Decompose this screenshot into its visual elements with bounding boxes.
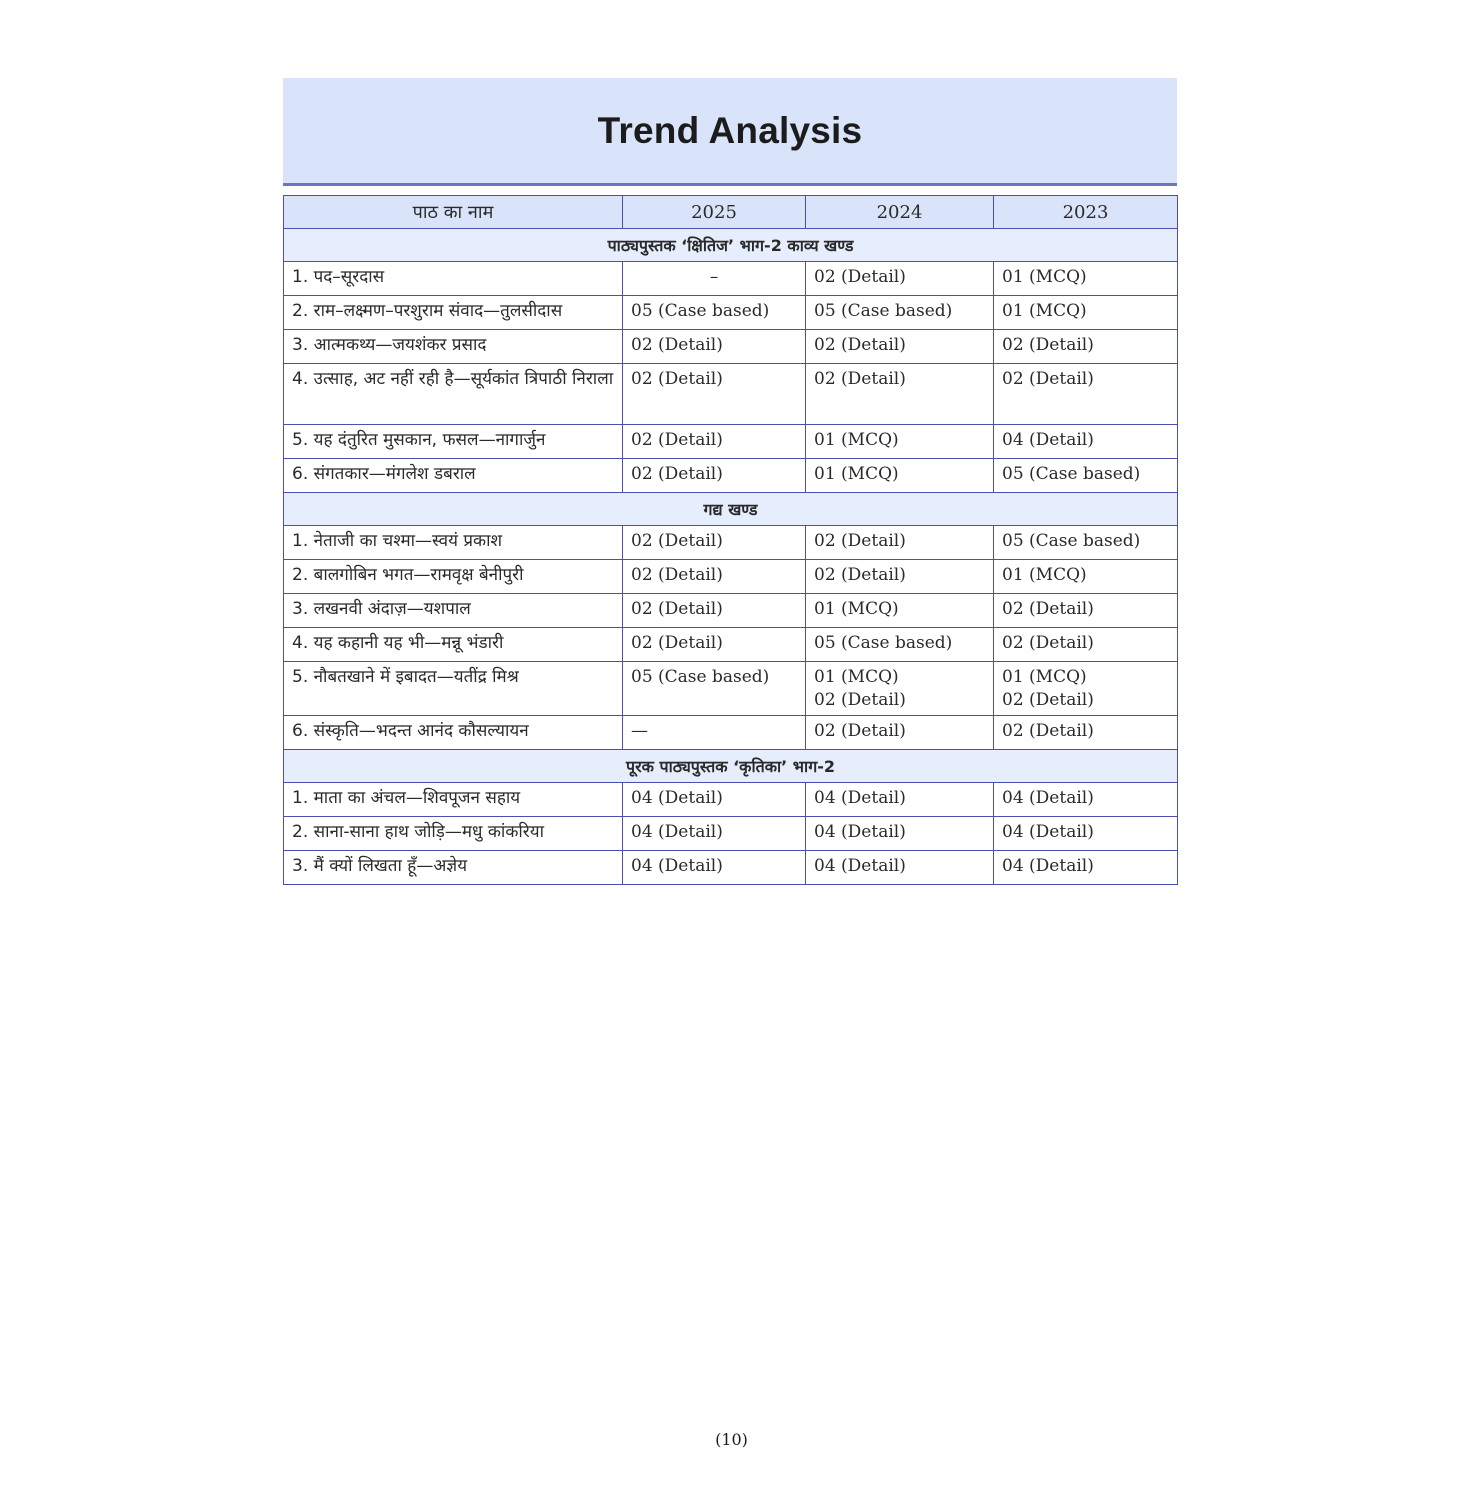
marks-cell-2025 [623, 783, 806, 817]
marks-value: 02 (Detail) [814, 267, 906, 287]
table-row [284, 628, 1178, 662]
marks-value: 05 (Case based) [1002, 531, 1141, 551]
marks-value: 02 (Detail) [1002, 599, 1094, 619]
section-header-row [284, 229, 1178, 262]
marks-cell-2025 [623, 716, 806, 750]
marks-cell-2025 [623, 594, 806, 628]
table-row [284, 330, 1178, 364]
lesson-cell: 4. यह कहानी यह भी—मन्नू भंडारी [284, 628, 623, 662]
marks-value: 02 (Detail) [631, 599, 723, 619]
marks-cell-2023 [994, 364, 1178, 425]
section-header-row [284, 750, 1178, 783]
marks-cell-2025 [623, 459, 806, 493]
marks-cell-2025 [623, 817, 806, 851]
marks-cell-2024 [806, 662, 994, 716]
marks-value: 04 (Detail) [1002, 430, 1094, 450]
section-header-row [284, 493, 1178, 526]
marks-cell-2024 [806, 262, 994, 296]
marks-cell-2023 [994, 296, 1178, 330]
marks-cell-2023 [994, 628, 1178, 662]
marks-value: 05 (Case based) [814, 633, 953, 653]
marks-value: 02 (Detail) [814, 565, 906, 585]
marks-value: 02 (Detail) [814, 335, 906, 355]
table-row [284, 851, 1178, 885]
marks-value: 04 (Detail) [1002, 788, 1094, 808]
table-row [284, 817, 1178, 851]
marks-cell-2023 [994, 459, 1178, 493]
marks-cell-2023 [994, 425, 1178, 459]
marks-cell-2025 [623, 526, 806, 560]
lesson-cell: 2. राम–लक्ष्मण–परशुराम संवाद—तुलसीदास [284, 296, 623, 330]
title-banner [283, 78, 1177, 186]
marks-cell-2023 [994, 594, 1178, 628]
marks-value: 04 (Detail) [814, 788, 906, 808]
marks-value: 01 (MCQ) [1002, 301, 1087, 321]
lesson-cell: 6. संस्कृति—भदन्त आनंद कौसल्यायन [284, 716, 623, 750]
marks-cell-2024 [806, 330, 994, 364]
table-row [284, 364, 1178, 425]
marks-value: 01 (MCQ) [814, 667, 899, 687]
trend-table [283, 195, 1178, 885]
table-row [284, 560, 1178, 594]
table-header-row [284, 196, 1178, 229]
lesson-cell: 4. उत्साह, अट नहीं रही है—सूर्यकांत त्रिपाठी निराला [284, 364, 623, 425]
table-row [284, 783, 1178, 817]
marks-value: 02 (Detail) [814, 531, 906, 551]
marks-cell-2024 [806, 716, 994, 750]
marks-cell-2024 [806, 296, 994, 330]
marks-value: 02 (Detail) [814, 690, 906, 710]
lesson-cell: 5. यह दंतुरित मुसकान, फसल—नागार्जुन [284, 425, 623, 459]
marks-value: 05 (Case based) [631, 667, 770, 687]
lesson-cell: 1. माता का अंचल—शिवपूजन सहाय [284, 783, 623, 817]
marks-cell-2025 [623, 364, 806, 425]
lesson-cell: 5. नौबतखाने में इबादत—यतींद्र मिश्र [284, 662, 623, 716]
column-header-2023: 2023 [994, 196, 1178, 229]
section-title: पाठ्यपुस्तक ‘क्षितिज’ भाग-2 काव्य खण्ड [284, 229, 1178, 262]
table-row [284, 662, 1178, 716]
marks-cell-2023 [994, 560, 1178, 594]
lesson-cell: 3. आत्मकथ्य—जयशंकर प्रसाद [284, 330, 623, 364]
marks-value: 02 (Detail) [631, 335, 723, 355]
page-title: Trend Analysis [597, 110, 863, 151]
marks-value: 04 (Detail) [1002, 822, 1094, 842]
marks-value: 02 (Detail) [814, 721, 906, 741]
marks-value: 05 (Case based) [631, 301, 770, 321]
marks-cell-2024 [806, 594, 994, 628]
marks-cell-2024 [806, 526, 994, 560]
marks-value: 02 (Detail) [631, 430, 723, 450]
marks-value: 04 (Detail) [631, 788, 723, 808]
marks-cell-2024 [806, 817, 994, 851]
table-body [284, 229, 1178, 885]
table-row [284, 459, 1178, 493]
marks-cell-2024 [806, 459, 994, 493]
marks-value: 01 (MCQ) [814, 599, 899, 619]
column-header-lesson: पाठ का नाम [284, 196, 623, 229]
marks-cell-2024 [806, 851, 994, 885]
lesson-cell: 3. लखनवी अंदाज़—यशपाल [284, 594, 623, 628]
marks-value: 02 (Detail) [631, 464, 723, 484]
marks-value: 02 (Detail) [814, 369, 906, 389]
marks-cell-2025 [623, 560, 806, 594]
marks-cell-2023 [994, 716, 1178, 750]
marks-value: 04 (Detail) [1002, 856, 1094, 876]
table-row [284, 296, 1178, 330]
lesson-cell: 1. नेताजी का चश्मा—स्वयं प्रकाश [284, 526, 623, 560]
marks-value: – [709, 267, 719, 287]
marks-value: 04 (Detail) [814, 856, 906, 876]
marks-value: 05 (Case based) [814, 301, 953, 321]
marks-value: 04 (Detail) [631, 856, 723, 876]
marks-cell-2023 [994, 526, 1178, 560]
marks-cell-2025 [623, 425, 806, 459]
column-header-2025: 2025 [623, 196, 806, 229]
table-row [284, 716, 1178, 750]
lesson-cell: 3. मैं क्यों लिखता हूँ—अज्ञेय [284, 851, 623, 885]
marks-value: 04 (Detail) [631, 822, 723, 842]
marks-cell-2024 [806, 628, 994, 662]
marks-cell-2025 [623, 628, 806, 662]
marks-value: 02 (Detail) [1002, 721, 1094, 741]
marks-cell-2024 [806, 783, 994, 817]
table-row [284, 425, 1178, 459]
marks-cell-2025 [623, 662, 806, 716]
marks-cell-2025 [623, 851, 806, 885]
marks-value: 01 (MCQ) [1002, 267, 1087, 287]
marks-value: 02 (Detail) [631, 369, 723, 389]
marks-value: 02 (Detail) [1002, 369, 1094, 389]
marks-value: 02 (Detail) [1002, 633, 1094, 653]
marks-cell-2023 [994, 662, 1178, 716]
marks-cell-2025 [623, 296, 806, 330]
marks-value: 02 (Detail) [1002, 690, 1094, 710]
marks-value: 02 (Detail) [1002, 335, 1094, 355]
marks-cell-2024 [806, 425, 994, 459]
marks-value: 01 (MCQ) [1002, 667, 1087, 687]
marks-value: 02 (Detail) [631, 565, 723, 585]
table-row [284, 262, 1178, 296]
marks-value: 01 (MCQ) [814, 464, 899, 484]
marks-cell-2023 [994, 851, 1178, 885]
marks-cell-2024 [806, 560, 994, 594]
lesson-cell: 2. साना-साना हाथ जोड़ि—मधु कांकरिया [284, 817, 623, 851]
marks-cell-2024 [806, 364, 994, 425]
marks-value: 02 (Detail) [631, 531, 723, 551]
marks-cell-2023 [994, 330, 1178, 364]
lesson-cell: 2. बालगोबिन भगत—रामवृक्ष बेनीपुरी [284, 560, 623, 594]
marks-value: 01 (MCQ) [814, 430, 899, 450]
marks-value: — [631, 721, 648, 741]
marks-cell-2023 [994, 783, 1178, 817]
marks-value: 04 (Detail) [814, 822, 906, 842]
section-title: गद्य खण्ड [284, 493, 1178, 526]
marks-cell-2023 [994, 817, 1178, 851]
section-title: पूरक पाठ्यपुस्तक ‘कृतिका’ भाग-2 [284, 750, 1178, 783]
table-row [284, 594, 1178, 628]
column-header-2024: 2024 [806, 196, 994, 229]
lesson-cell: 1. पद–सूरदास [284, 262, 623, 296]
marks-value: 02 (Detail) [631, 633, 723, 653]
marks-cell-2025 [623, 262, 806, 296]
lesson-cell: 6. संगतकार—मंगलेश डबराल [284, 459, 623, 493]
table-row [284, 526, 1178, 560]
marks-value: 05 (Case based) [1002, 464, 1141, 484]
marks-cell-2025 [623, 330, 806, 364]
marks-cell-2023 [994, 262, 1178, 296]
page-number: (10) [715, 1430, 748, 1449]
marks-value: 01 (MCQ) [1002, 565, 1087, 585]
